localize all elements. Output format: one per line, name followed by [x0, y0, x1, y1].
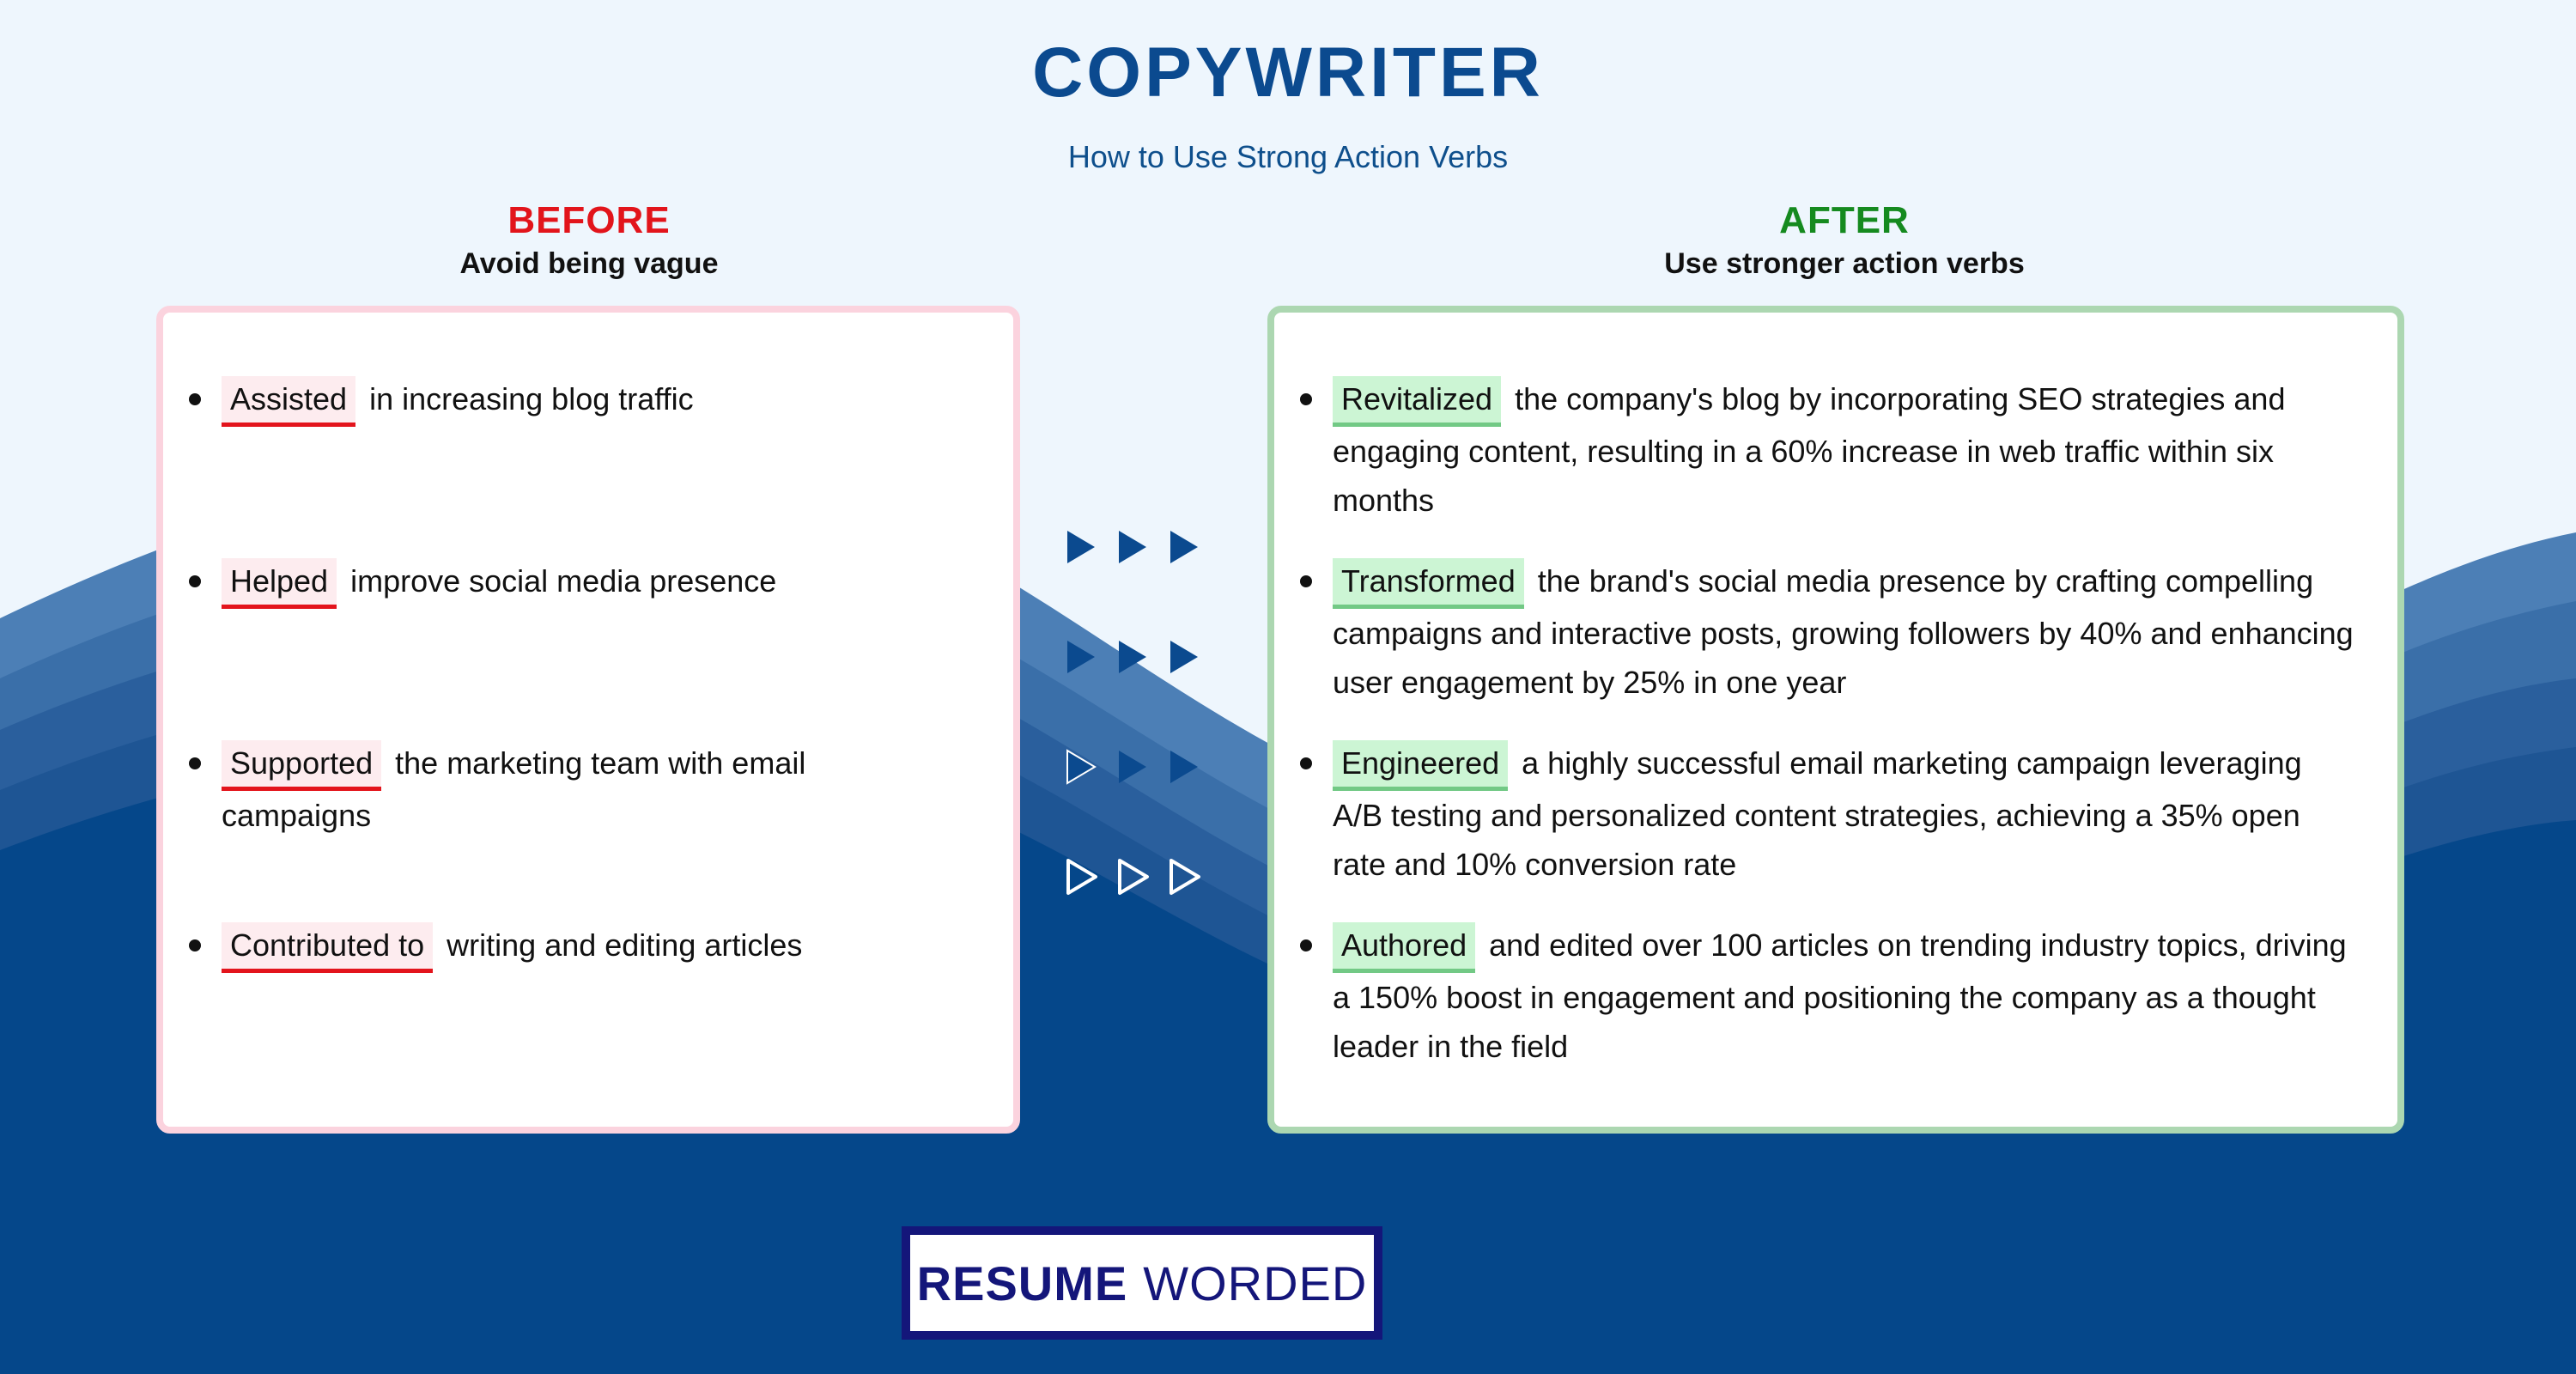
after-heading: AFTER [1779, 199, 1910, 241]
before-item [163, 921, 1013, 973]
after-item-text: and edited over 100 articles on trending industry topics, driving a 150% boost in engagement and positioning the company as a thought leader in the field [1333, 927, 2347, 1064]
weak-verb-highlight: Helped [222, 558, 337, 609]
weak-verb-highlight: Contributed to [222, 922, 433, 973]
play-triangle-icon [1119, 531, 1146, 563]
page-subtitle: How to Use Strong Action Verbs [1067, 139, 1509, 174]
page-title: COPYWRITER [1032, 33, 1544, 112]
strong-verb-highlight: Revitalized [1333, 376, 1501, 427]
arrow-row [1065, 526, 1211, 568]
before-item [163, 556, 1013, 609]
before-item-text: improve social media presence [342, 563, 777, 599]
bullet-dot [189, 939, 201, 951]
before-panel [156, 306, 1020, 1134]
arrow-row [1065, 745, 1211, 788]
bullet-dot [1300, 575, 1312, 587]
before-subheading: Avoid being vague [459, 247, 719, 280]
after-item-text: the company's blog by incorporating SEO strategies and engaging content, resulting in a 60% increase in web traffic within six months [1333, 381, 2286, 518]
after-item-text: a highly successful email marketing campaign leveraging A/B testing and personalized content strategies, achieving a 35% open rate and 10% conversion rate [1333, 745, 2302, 882]
before-header [289, 199, 890, 281]
after-header [1544, 199, 2145, 281]
strong-verb-highlight: Engineered [1333, 740, 1508, 791]
play-outline-icon [1120, 860, 1147, 893]
play-triangle-icon [1170, 751, 1198, 783]
play-triangle-icon [1067, 641, 1095, 673]
resume-worded-logo [902, 1226, 1382, 1340]
play-triangle-icon [1119, 641, 1146, 673]
play-triangle-icon [1170, 531, 1198, 563]
play-triangle-icon [1067, 531, 1095, 563]
before-item [163, 374, 1013, 427]
before-item-text: the marketing team with email campaigns [222, 745, 806, 833]
bullet-dot [1300, 939, 1312, 951]
after-item [1274, 374, 2391, 525]
after-item-text: the brand's social media presence by crafting compelling campaigns and interactive posts, growing followers by 40% and enhancing user engagement by 25% in one year [1333, 563, 2354, 700]
after-subheading: Use stronger action verbs [1664, 247, 2025, 280]
play-triangle-icon [1119, 751, 1146, 783]
bullet-dot [189, 575, 201, 587]
play-triangle-icon [1170, 641, 1198, 673]
after-item [1274, 921, 2391, 1071]
bullet-dot [1300, 393, 1312, 405]
bullet-dot [1300, 757, 1312, 769]
before-heading: BEFORE [507, 199, 671, 241]
after-item [1274, 739, 2391, 889]
strong-verb-highlight: Authored [1333, 922, 1475, 973]
strong-verb-highlight: Transformed [1333, 558, 1524, 609]
bullet-dot [189, 757, 201, 769]
before-item-text: in increasing blog traffic [361, 381, 694, 416]
after-item [1274, 556, 2391, 707]
logo-word-bold: RESUME [916, 1255, 1128, 1310]
weak-verb-highlight: Assisted [222, 376, 355, 427]
play-outline-icon [1171, 860, 1199, 893]
before-item-text: writing and editing articles [438, 927, 803, 963]
play-triangle-icon [1067, 751, 1095, 783]
after-panel [1267, 306, 2404, 1134]
logo-word-light: WORDED [1143, 1255, 1368, 1310]
arrow-row [1065, 855, 1211, 898]
play-outline-icon [1068, 860, 1096, 893]
bullet-dot [189, 393, 201, 405]
before-item [163, 739, 902, 840]
arrow-row [1065, 635, 1211, 678]
weak-verb-highlight: Supported [222, 740, 381, 791]
